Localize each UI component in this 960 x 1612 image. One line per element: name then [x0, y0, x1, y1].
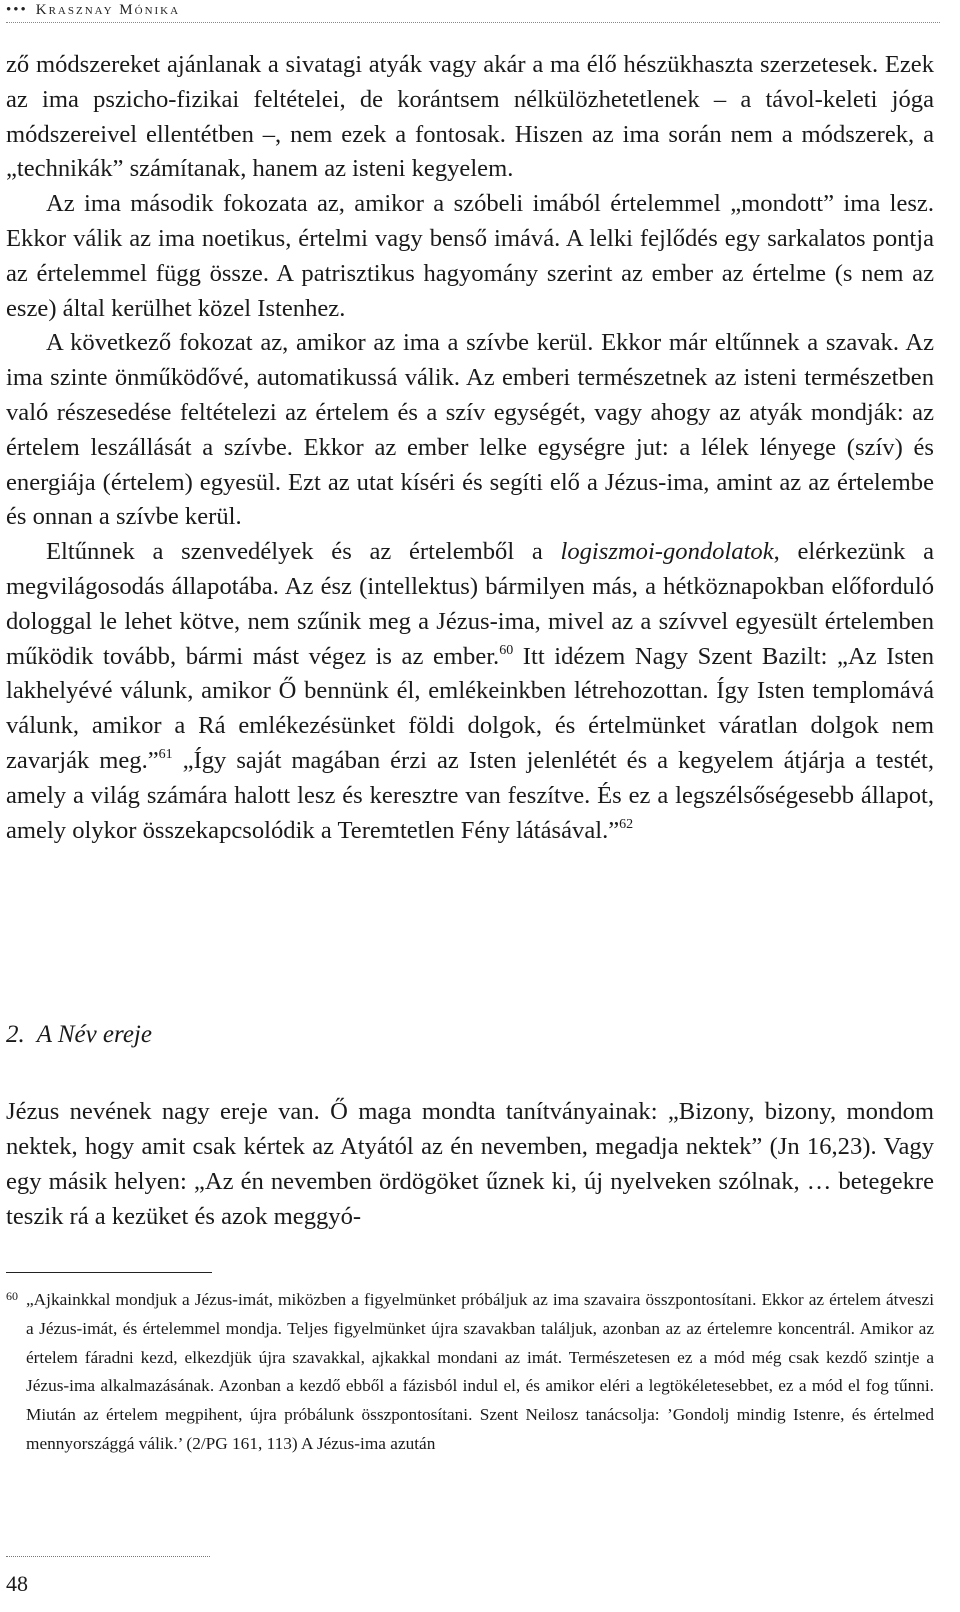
footnote-number: 60	[6, 1289, 18, 1303]
footnote-ref-62[interactable]: 62	[619, 816, 634, 832]
paragraph-3: A következő fokozat az, amikor az ima a szívbe kerül. Ekkor már eltűnnek a szavak. Az ima szinte önműködővé, automatikussá válik. Az emberi természetnek az isteni természetben való részesedése feltételezi az értelem és a szív egységét, vagy ahogy az atyák mondják: az értelem leszállását a szívbe. Ekkor az ember lelke egységre jut: a lélek lényege (szív) és energiája (értelem) egyesül. Ezt az utat kíséri és segíti elő a Jézus-ima, amint az az értelembe és onnan a szívbe kerül.	[6, 329, 934, 531]
section-paragraph-1: Jézus nevének nagy ereje van. Ő maga mondta tanítványainak: „Bizony, bizony, mondom nektek, hogy amit csak kértek az Atyától az én nevemben, megadja nektek” (Jn 16,23). Vagy egy másik helyen: „Az én nevemben ördögöket űznek ki, új nyelveken szólnak, … betegekre teszik rá a kezüket és azok meggyó-	[6, 1098, 934, 1230]
running-head-author: Krasznay Mónika	[35, 2, 181, 18]
paragraph-4	[6, 535, 934, 848]
paragraph-4-part-d: „Így saját magában érzi az Isten jelenlétét és a kegyelem átjárja a testét, amely a világ számára halott lesz és keresztre van feszítve. És ez a legszélsőségesebb állapot, amely olykor összekapcsolódik a Teremtetlen Fény látásával.”	[6, 746, 934, 844]
page-number: 48	[6, 1571, 28, 1596]
footnote-rule	[6, 1272, 212, 1273]
footnote-60	[6, 1286, 934, 1459]
footnote-ref-61[interactable]: 61	[158, 746, 173, 762]
section-title: A Név ereje	[36, 1021, 152, 1048]
section-heading	[6, 1018, 152, 1052]
body-text	[6, 48, 934, 848]
running-head-dots: •••	[6, 2, 28, 18]
paragraph-4-part-a: Eltűnnek a szenvedélyek és az értelemből a	[46, 538, 561, 566]
section-number: 2.	[6, 1021, 25, 1048]
footnote-text: „Ajkainkkal mondjuk a Jézus-imát, miközben a figyelmünket próbáljuk az ima szavaira összpontosítani. Ekkor az értelem átveszi a Jézus-imát, és értelemmel mondja. Teljes figyelmünket újra szavakban találjuk, azonban az az értelemre koncentrál. Amikor az értelem fáradni kezd, elkezdjük újra szavakkal, ajkakkal mondani az imát. Természetesen ez a mód még csak kezdő szintje a Jézus-ima alkalmazásának. Azonban a kezdő ebből a fázisból indul el, és amikor eléri a legtökéletesebbet, ez a mód el fog tűnni. Miután az értelem megpihent, újra próbálunk összpontosítani. Szent Neilosz tanácsolja: ’Gondolj mindig Istenre, és értelmed mennyországgá válik.’ (2/PG 161, 113) A Jézus-ima azután	[26, 1290, 934, 1453]
paragraph-2: Az ima második fokozata az, amikor a szóbeli imából értelemmel „mondott” ima lesz. Ekkor válik az ima noetikus, értelmi vagy benső imává. A lelki fejlődés egy sarkalatos pontja az értelemmel függ össze. A patrisztikus hagyomány szerint az ember az értelme (s nem az esze) által kerülhet közel Istenhez.	[6, 190, 934, 322]
running-head	[6, 0, 940, 23]
section-body	[6, 1094, 934, 1234]
paragraph-1: ző módszereket ajánlanak a sivatagi atyák vagy akár a ma élő hészükhaszta szerzetesek. Ezek az ima pszicho-fizikai feltételei, de korántsem nélkülözhetetlenek – a távol-keleti jóga módszereivel ellentétben –, nem ezek a fontosak. Hiszen az ima során nem a módszerek, a „technikák” számítanak, hanem az isteni kegyelem.	[6, 51, 934, 183]
footnote-ref-60[interactable]: 60	[499, 642, 514, 658]
paragraph-4-part-c: Itt idézem Nagy Szent Bazilt: „Az Isten lakhelyévé válunk, amikor Ő bennünk él, emlékeinkben létrehozottan. Így Isten templomává válunk, amikor a Rá emlékezésünket földi dolgok, és értelmünket váratlan dolgok nem zavarják meg.”	[6, 642, 935, 774]
page-bottom-rule	[6, 1556, 210, 1557]
paragraph-4-italic-term: logiszmoi-gondolatok	[560, 538, 774, 566]
paragraph-4-part-b: , elérkezünk a megvilágosodás állapotába. Az ész (intellektus) bármilyen más, a hétköznapokban előforduló dologgal le lehet kötve, nem szűnik meg a Jézus-ima, mivel az a szívvel egyesült értelemben működik tovább, bármi mást végez is az ember.	[6, 538, 934, 670]
